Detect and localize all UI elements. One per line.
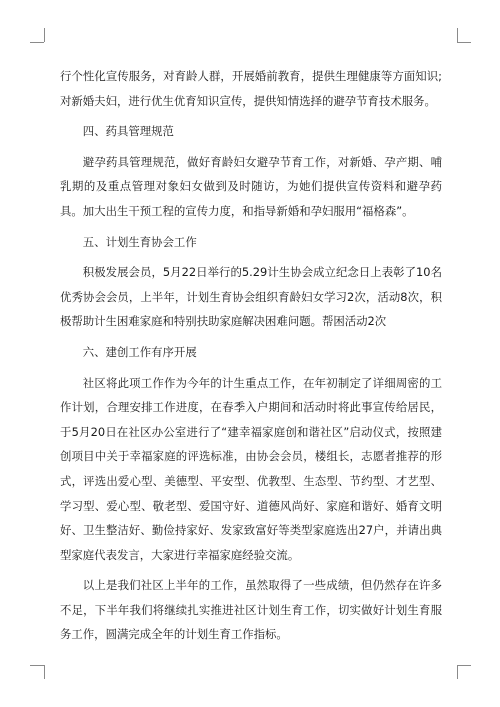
crop-mark-bottom-right-h xyxy=(457,665,471,666)
document-body xyxy=(60,64,442,647)
paragraph-family-planning-association: 积极发展会员，5月22日举行的5.29计生协会成立纪念日上表彰了10名优秀协会会员，上半年，计划生育协会组织育龄妇女学习2次，活动8次，积极帮助计生困难家庭和特别扶助家庭解决困难问题。帮困活动2次 xyxy=(60,265,442,329)
section-heading-family-planning-association: 五、计划生育协会工作 xyxy=(82,234,197,249)
paragraph-contraceptive-management: 避孕药具管理规范，做好育龄妇女避孕节育工作，对新婚、孕产期、哺乳期的及重点管理对象妇女做到及时随访，为她们提供宣传资料和避孕药具。加大出生干预工程的宣传力度，和指导新婚和孕妇服用“福格森”。 xyxy=(60,154,442,218)
crop-mark-top-right-h xyxy=(457,42,471,43)
paragraph-creation-work: 社区将此项工作作为今年的计生重点工作，在年初制定了详细周密的工作计划，合理安排工作进度，在春季入户期间和活动时将此事宣传给居民，于5月20日在社区办公室进行了“建幸福家庭创和谐社区”启动仪式，按照建创项目中关于幸福家庭的评选标准，由协会会员，楼组长，志愿者推荐的形式，评选出爱心型、美德型、平安型、优教型、生态型、节约型、才艺型、学习型、爱心型、敬老型、爱国守好、道德风尚好、家庭和谐好、婚育文明好、卫生整洁好、勤俭持家好、发家致富好等类型家庭选出27户，并请出典型家庭代表发言，大家进行幸福家庭经验交流。 xyxy=(60,375,442,562)
section-heading-contraceptive-management: 四、药具管理规范 xyxy=(82,124,174,139)
crop-mark-bottom-left-h xyxy=(30,665,44,666)
crop-mark-top-right-v xyxy=(457,28,458,42)
paragraph-intro-continuation: 行个性化宣传服务，对育龄人群，开展婚前教育，提供生理健康等方面知识;对新婚夫妇，进行优生优育知识宣传，提供知情选择的避孕节育技术服务。 xyxy=(60,69,442,108)
crop-mark-top-left-v xyxy=(44,28,45,42)
crop-mark-bottom-right-v xyxy=(457,665,458,679)
crop-mark-bottom-left-v xyxy=(44,665,45,679)
paragraph-summary: 以上是我们社区上半年的工作，虽然取得了一些成绩，但仍然存在许多不足，下半年我们将继续扎实推进社区计划生育工作，切实做好计划生育服务工作，圆满完成全年的计划生育工作指标。 xyxy=(60,578,442,642)
section-heading-creation-work: 六、建创工作有序开展 xyxy=(82,344,197,359)
crop-mark-top-left-h xyxy=(30,42,44,43)
